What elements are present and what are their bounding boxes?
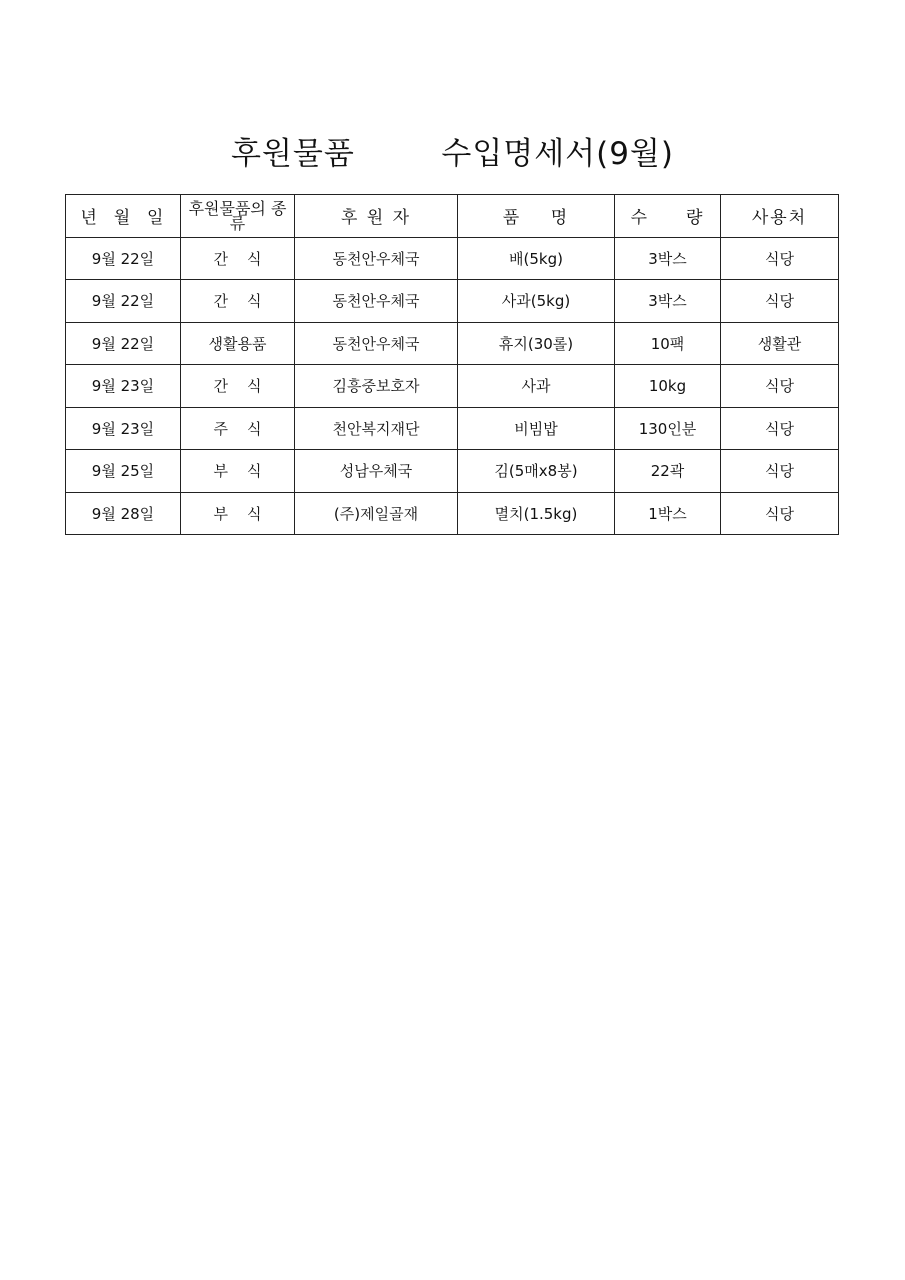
- cell-item-type: 생활용품: [181, 322, 295, 365]
- cell-usage: 식당: [721, 492, 839, 535]
- table-row: [66, 280, 839, 323]
- header-usage: 사용처: [721, 195, 839, 238]
- cell-usage: 식당: [721, 450, 839, 493]
- cell-item-name: 비빔밥: [458, 407, 615, 450]
- table-row: [66, 492, 839, 535]
- cell-date: 9월 22일: [66, 237, 181, 280]
- cell-donor: 천안복지재단: [295, 407, 458, 450]
- cell-date: 9월 23일: [66, 365, 181, 408]
- cell-quantity: 1박스: [615, 492, 721, 535]
- cell-date: 9월 25일: [66, 450, 181, 493]
- cell-quantity: 3박스: [615, 280, 721, 323]
- cell-item-type: 부 식: [181, 450, 295, 493]
- cell-usage: 식당: [721, 365, 839, 408]
- cell-date: 9월 28일: [66, 492, 181, 535]
- cell-item-type: 간 식: [181, 365, 295, 408]
- cell-donor: 동천안우체국: [295, 280, 458, 323]
- cell-item-name: 멸치(1.5kg): [458, 492, 615, 535]
- cell-date: 9월 22일: [66, 280, 181, 323]
- cell-item-name: 사과(5kg): [458, 280, 615, 323]
- cell-date: 9월 23일: [66, 407, 181, 450]
- header-quantity: 수 량: [615, 195, 721, 238]
- cell-item-name: 배(5kg): [458, 237, 615, 280]
- page-title: 후원물품 수입명세서(9월): [231, 136, 674, 172]
- table-row: [66, 237, 839, 280]
- cell-donor: 김흥중보호자: [295, 365, 458, 408]
- cell-donor: (주)제일골재: [295, 492, 458, 535]
- cell-quantity: 22곽: [615, 450, 721, 493]
- cell-item-type: 간 식: [181, 237, 295, 280]
- table-row: [66, 450, 839, 493]
- cell-quantity: 10kg: [615, 365, 721, 408]
- cell-item-name: 사과: [458, 365, 615, 408]
- cell-donor: 동천안우체국: [295, 322, 458, 365]
- cell-usage: 식당: [721, 237, 839, 280]
- header-item-type: 후원물품의 종류: [181, 195, 295, 238]
- table-row: [66, 322, 839, 365]
- header-item-name: 품 명: [458, 195, 615, 238]
- header-date: 년 월 일: [66, 195, 181, 238]
- cell-date: 9월 22일: [66, 322, 181, 365]
- cell-quantity: 3박스: [615, 237, 721, 280]
- table-row: [66, 407, 839, 450]
- cell-item-type: 주 식: [181, 407, 295, 450]
- table-header-row: [66, 195, 839, 238]
- table-row: [66, 365, 839, 408]
- cell-item-type: 부 식: [181, 492, 295, 535]
- cell-usage: 생활관: [721, 322, 839, 365]
- cell-donor: 동천안우체국: [295, 237, 458, 280]
- cell-donor: 성남우체국: [295, 450, 458, 493]
- cell-item-name: 휴지(30롤): [458, 322, 615, 365]
- cell-quantity: 130인분: [615, 407, 721, 450]
- cell-usage: 식당: [721, 407, 839, 450]
- donation-receipt-table: [65, 194, 839, 535]
- cell-quantity: 10팩: [615, 322, 721, 365]
- cell-item-name: 김(5매x8봉): [458, 450, 615, 493]
- cell-usage: 식당: [721, 280, 839, 323]
- header-donor: 후 원 자: [295, 195, 458, 238]
- cell-item-type: 간 식: [181, 280, 295, 323]
